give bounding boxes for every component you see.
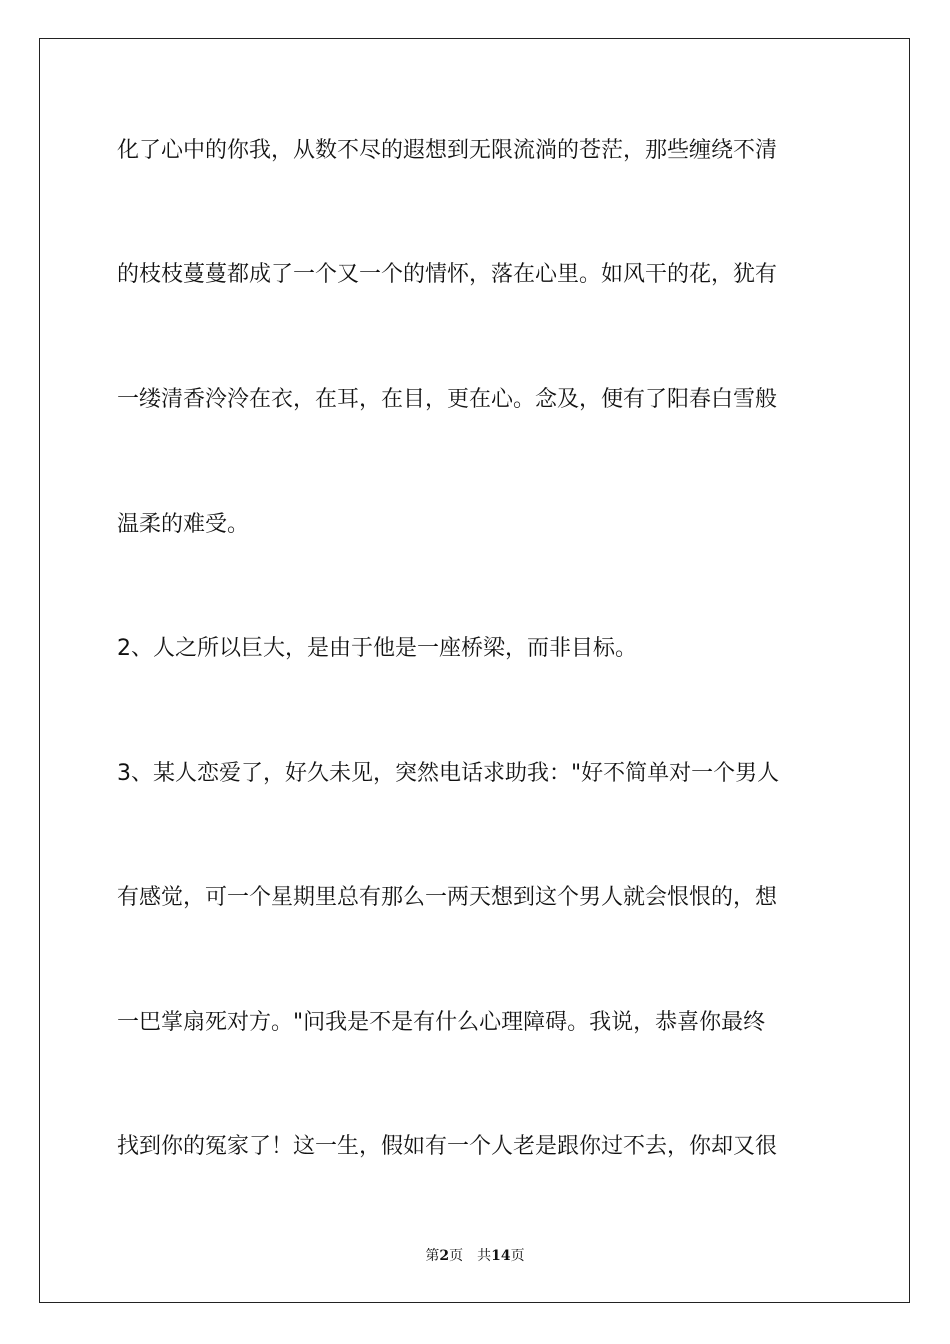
total-pages: 14 (491, 1248, 511, 1264)
paragraph-line-8: 一巴掌扇死对方。"问我是不是有什么心理障碍。我说，恭喜你最终 (117, 1010, 766, 1035)
page-prefix: 第 (425, 1248, 440, 1264)
paragraph-line-2: 的枝枝蔓蔓都成了一个又一个的情怀，落在心里。如风干的花，犹有 (117, 262, 778, 287)
total-prefix: 共 (477, 1248, 492, 1264)
paragraph-line-5: 2、人之所以巨大，是由于他是一座桥梁，而非目标。 (117, 636, 637, 661)
paragraph-line-4: 温柔的难受。 (117, 512, 250, 537)
paragraph-line-3: 一缕清香泠泠在衣，在耳，在目，更在心。念及，便有了阳春白雪般 (117, 387, 778, 412)
page-footer (0, 1247, 950, 1265)
total-suffix: 页 (510, 1248, 525, 1264)
page-border (39, 38, 910, 1303)
paragraph-line-1: 化了心中的你我，从数不尽的遐想到无限流淌的苍茫，那些缠绕不清 (117, 138, 778, 163)
page-suffix: 页 (449, 1248, 464, 1264)
paragraph-line-9: 找到你的冤家了！这一生，假如有一个人老是跟你过不去，你却又很 (117, 1134, 778, 1159)
paragraph-line-7: 有感觉，可一个星期里总有那么一两天想到这个男人就会恨恨的，想 (117, 885, 778, 910)
page-number: 2 (439, 1248, 450, 1264)
paragraph-line-6: 3、某人恋爱了，好久未见，突然电话求助我："好不简单对一个男人 (117, 761, 780, 786)
